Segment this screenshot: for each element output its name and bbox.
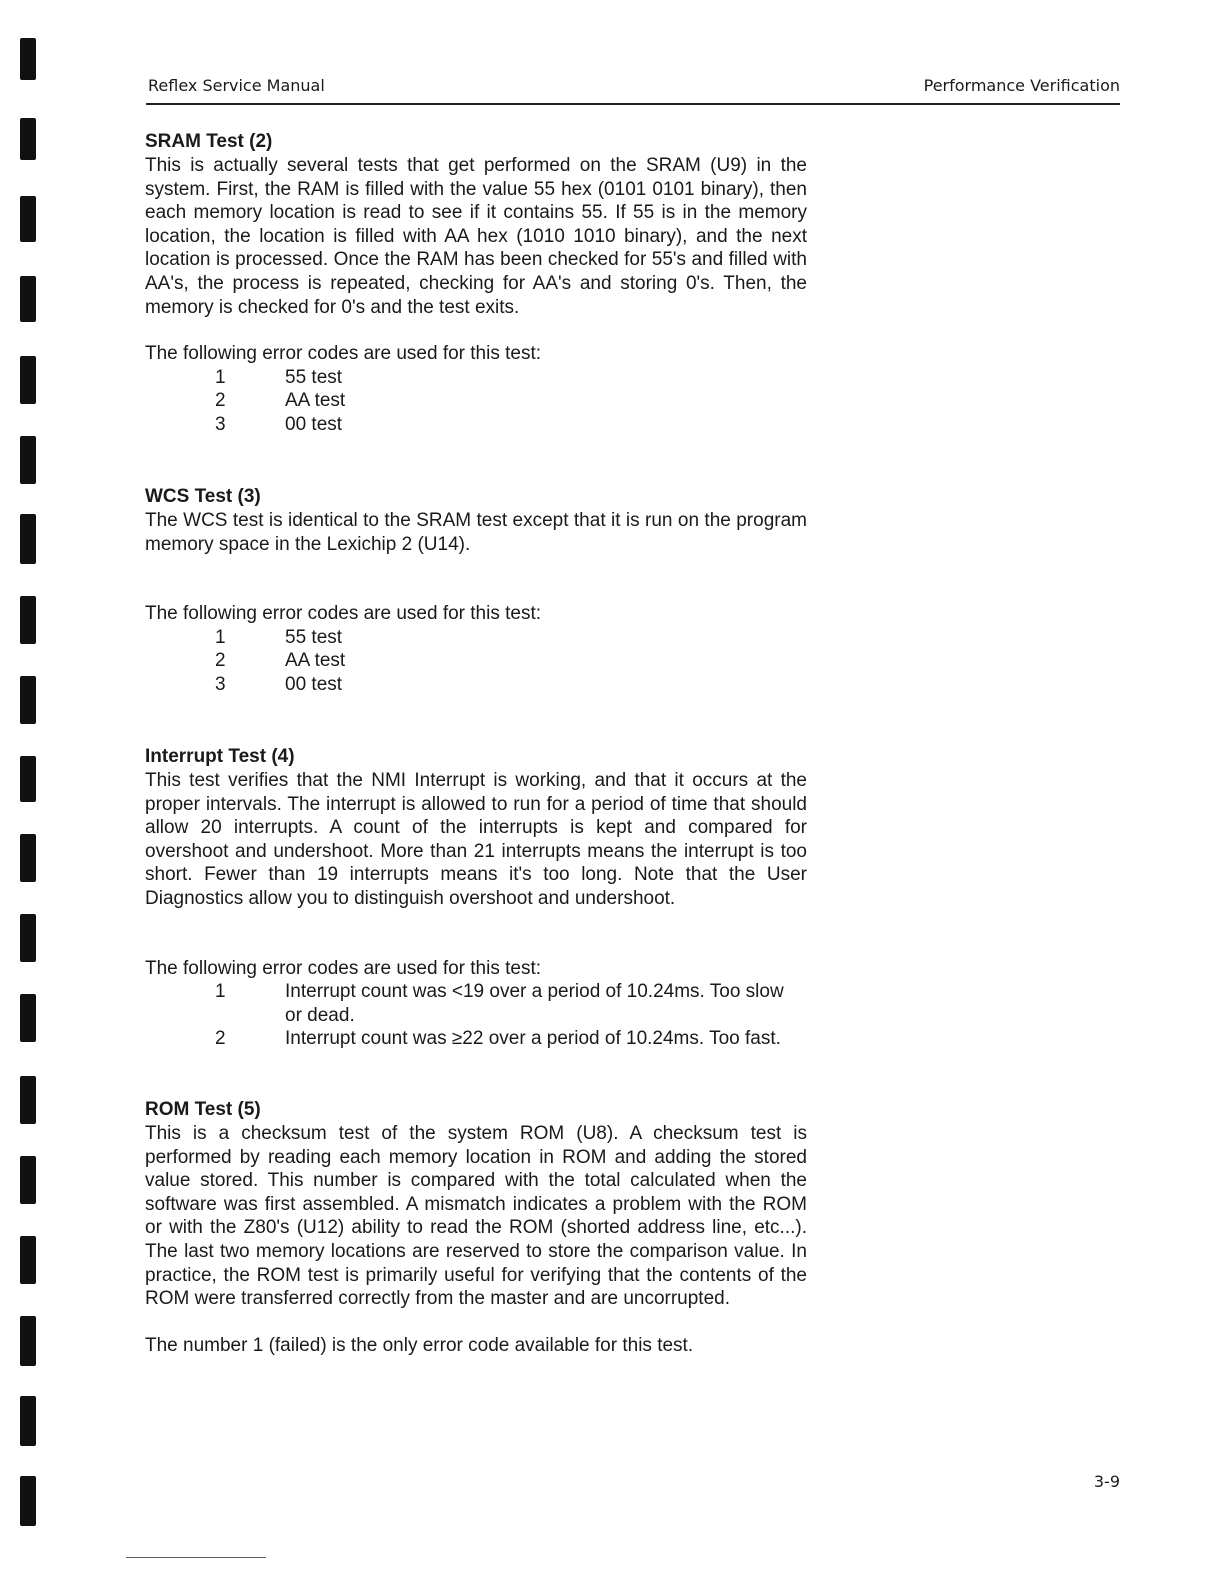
section-paragraph: This is actually several tests that get performed on the SRAM (U9) in the system. First, the RAM is filled with the value 55 hex (0101 0101 binary), then each memory location is read to see if it contains 55. If 55 is in the memory location, the location is filled with AA hex (1010 1010 binary), and the next location is processed. Once the RAM has been checked for 55's and filled with AA's, the process is repeated, checking for AA's and storing 0's. Then, the memory is checked for 0's and the test exits. — [145, 155, 807, 318]
binder-mark — [20, 1476, 36, 1526]
binder-mark — [20, 1236, 36, 1284]
binder-mark — [20, 38, 36, 80]
section-paragraph: This is a checksum test of the system ROM (U8). A checksum test is performed by reading each memory location in ROM and adding the stored value stored. This number is compared with the total calculated when the software was first assembled. A mismatch indicates a problem with the ROM or with the Z80's (U12) ability to read the ROM (shorted address line, etc...). The last two memory locations are reserved to store the comparison value. In practice, the ROM test is primarily useful for verifying that the contents of the ROM were transferred correctly from the master and are uncorrupted. — [145, 1123, 807, 1310]
error-code-number: 2 — [215, 390, 226, 412]
section-rom-test — [145, 1098, 807, 1357]
section-sram-test — [145, 130, 807, 437]
error-code-description: AA test — [285, 650, 346, 672]
section-title: WCS Test (3) — [145, 486, 261, 507]
error-code-description: 00 test — [285, 673, 343, 695]
binder-mark — [20, 914, 36, 962]
binder-mark — [20, 994, 36, 1042]
section-title: Interrupt Test (4) — [145, 746, 295, 767]
binder-mark — [20, 676, 36, 724]
error-code-number: 3 — [215, 413, 226, 435]
error-code-number: 1 — [215, 981, 226, 1003]
error-code-row — [145, 389, 807, 413]
error-codes-intro: The following error codes are used for this test: — [145, 343, 542, 365]
error-code-row — [145, 980, 807, 1027]
binder-mark — [20, 436, 36, 484]
binder-mark — [20, 596, 36, 644]
section-paragraph: This test verifies that the NMI Interrupt is working, and that it occurs at the proper intervals. The interrupt is allowed to run for a period of time that should allow 20 interrupts. A count of the interrupts is kept and compared for overshoot and undershoot. More than 21 interrupts means the interrupt is too short. Fewer than 19 interrupts means it's too long. Note that the User Diagnostics allow you to distinguish overshoot and undershoot. — [145, 770, 807, 909]
error-code-description: 55 test — [285, 626, 343, 648]
page-number: 3-9 — [1093, 1472, 1120, 1491]
binder-mark — [20, 118, 36, 160]
error-code-number: 1 — [215, 366, 226, 388]
error-code-description: 00 test — [285, 413, 343, 435]
scan-artifact-line — [126, 1557, 266, 1558]
binder-mark — [20, 276, 36, 322]
binder-mark — [20, 356, 36, 404]
section-paragraph: The WCS test is identical to the SRAM test except that it is run on the program memory space in the Lexichip 2 (U14). — [145, 510, 807, 555]
error-code-row — [145, 366, 807, 390]
error-codes-intro: The following error codes are used for this test: — [145, 957, 542, 979]
binder-mark — [20, 1156, 36, 1204]
binder-mark — [20, 1316, 36, 1366]
error-code-row — [145, 626, 807, 650]
binder-mark — [20, 514, 36, 564]
error-code-note: The number 1 (failed) is the only error code available for this test. — [145, 1334, 694, 1356]
error-code-row — [145, 649, 807, 673]
error-code-description: AA test — [285, 390, 346, 412]
error-codes-intro: The following error codes are used for this test: — [145, 603, 542, 625]
error-code-description: Interrupt count was ≥22 over a period of 10.24ms. Too fast. — [285, 1028, 781, 1050]
error-code-number: 2 — [215, 1028, 226, 1050]
error-code-number: 3 — [215, 673, 226, 695]
binder-mark — [20, 756, 36, 802]
header-rule — [146, 103, 1120, 105]
section-interrupt-test — [145, 745, 807, 1051]
header-manual-title: Reflex Service Manual — [148, 76, 325, 95]
section-wcs-test — [145, 485, 807, 697]
error-code-row — [145, 673, 807, 697]
error-code-number: 2 — [215, 650, 226, 672]
error-code-description: 55 test — [285, 366, 343, 388]
error-code-number: 1 — [215, 626, 226, 648]
binder-mark — [20, 834, 36, 882]
error-code-description: Interrupt count was <19 over a period of 10.24ms. Too slow or dead. — [285, 981, 784, 1026]
error-code-row — [145, 1027, 807, 1051]
header-chapter-title: Performance Verification — [923, 76, 1120, 95]
binder-mark — [20, 196, 36, 242]
error-code-row — [145, 413, 807, 437]
section-title: ROM Test (5) — [145, 1099, 261, 1120]
binder-mark — [20, 1076, 36, 1124]
binder-mark — [20, 1396, 36, 1446]
section-title: SRAM Test (2) — [145, 131, 273, 152]
